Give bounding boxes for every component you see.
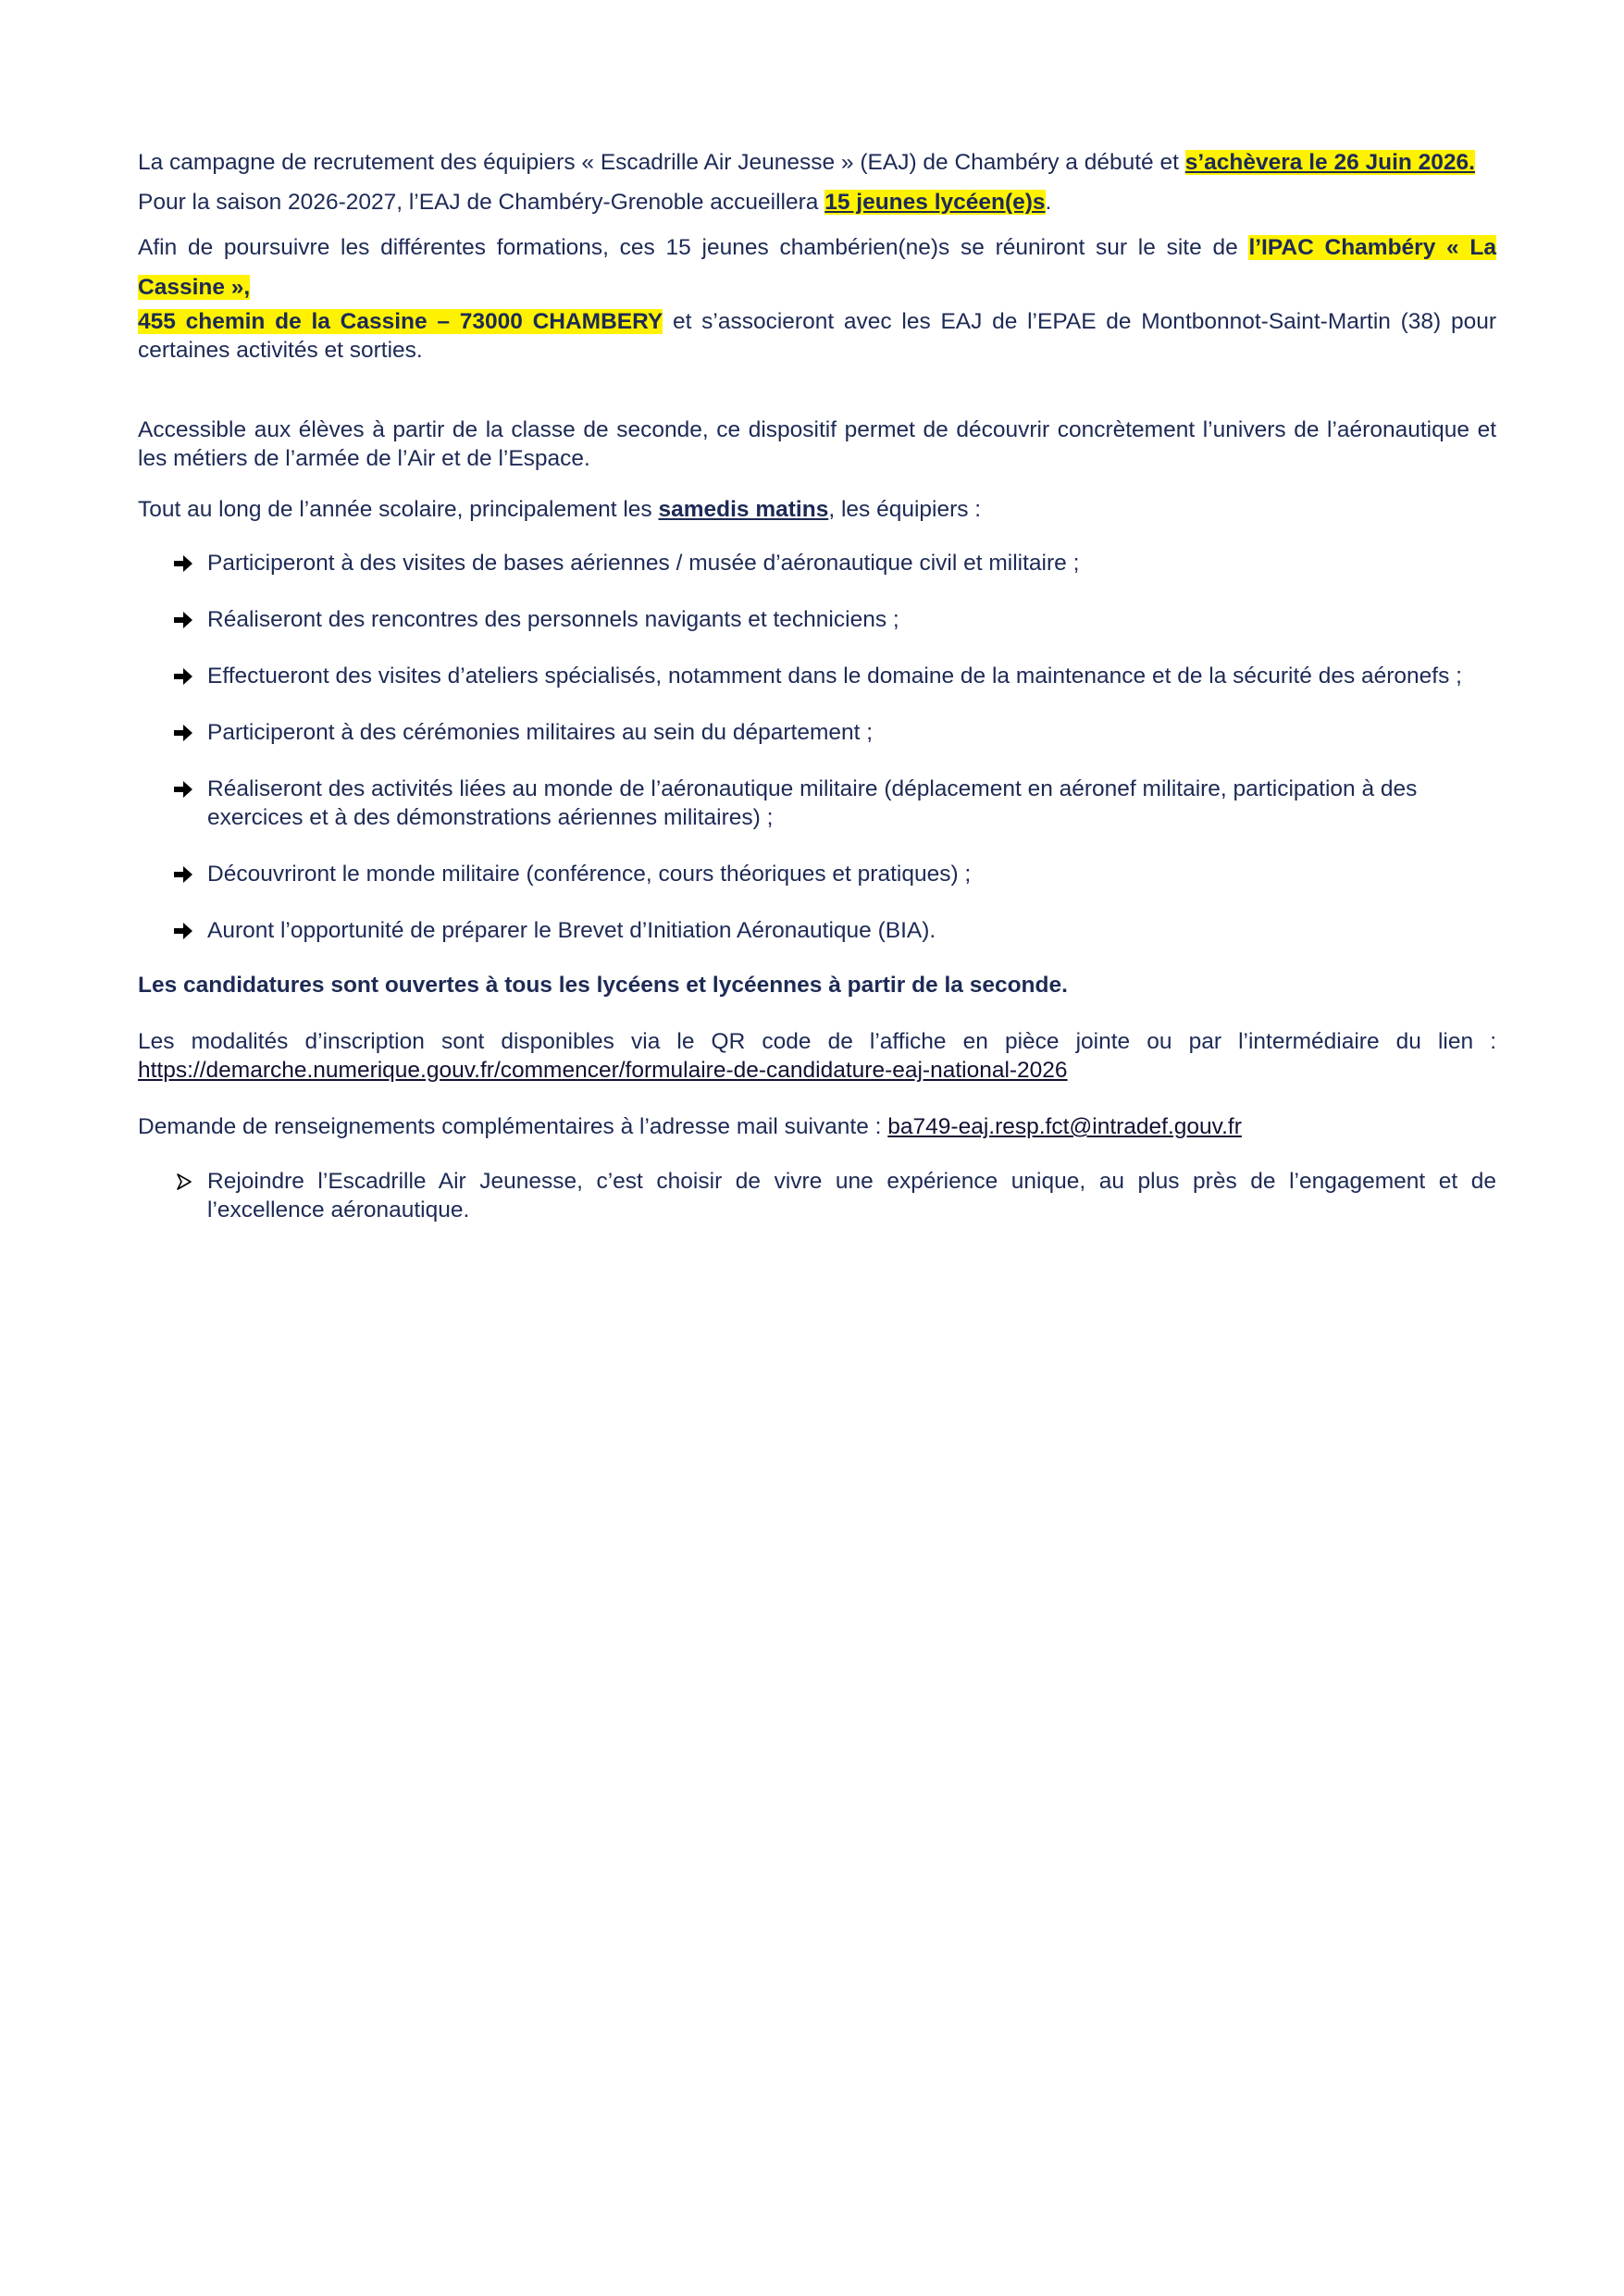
season-period: . [1045,190,1052,215]
list-item [138,1167,1496,1224]
contact-paragraph [138,1112,1496,1141]
arrow-right-icon [173,610,193,630]
closing-text: Rejoindre l’Escadrille Air Jeunesse, c’est choisir de vivre une expérience unique, au plus près de l’engagement et de l’excellence aéronautique. [207,1169,1496,1222]
candidatures-statement: Les candidatures sont ouvertes à tous les lycéens et lycéennes à partir de la seconde. [138,973,1068,998]
list-item [138,916,1496,945]
activity-text: Participeront à des visites de bases aériennes / musée d’aéronautique civil et militaire ; [207,551,1080,576]
registration-paragraph [138,1027,1496,1085]
location-text: Afin de poursuivre les différentes formations, ces 15 jeunes chambérien(ne)s se réuniront sur le site de [138,235,1249,260]
schedule-end: , les équipiers : [828,497,982,522]
activity-text: Réaliseront des activités liées au monde de l’aéronautique militaire (déplacement en aéronef militaire, participation à des exercices et à des démonstrations aériennes militaires) ; [207,776,1418,830]
site-address-highlight: 455 chemin de la Cassine – 73000 CHAMBERY [138,309,663,334]
activity-text: Découvriront le monde militaire (conférence, cours théoriques et pratiques) ; [207,862,972,887]
list-item [138,549,1496,577]
list-item [138,775,1496,832]
intro-paragraph-location [138,228,1496,365]
access-paragraph: Accessible aux élèves à partir de la classe de seconde, ce dispositif permet de découvrir concrètement l’univers de l’aéronautique et les métiers de l’armée de l’Air et de l’Espace. [138,417,1496,471]
arrow-right-icon [173,666,193,687]
activity-text: Réaliseront des rencontres des personnels navigants et techniciens ; [207,607,899,632]
list-item [138,860,1496,888]
contact-email-link[interactable]: ba749-eaj.resp.fct@intradef.gouv.fr [887,1114,1242,1139]
closing-list [138,1167,1496,1224]
contact-text: Demande de renseignements complémentaires à l’adresse mail suivante : [138,1114,888,1139]
schedule-paragraph [138,495,1496,524]
intro-paragraph-season [138,188,1496,217]
application-form-link[interactable]: https://demarche.numerique.gouv.fr/commencer/formulaire-de-candidature-eaj-national-2026 [138,1058,1068,1083]
list-item [138,605,1496,634]
season-text: Pour la saison 2026-2027, l’EAJ de Chambéry-Grenoble accueillera [138,190,825,215]
list-item [138,718,1496,747]
location-end-text: et s’associeront avec les EAJ de l’EPAE de Montbonnot-Saint-Martin (38) pour certaines activités et sorties. [138,309,1496,363]
arrow-right-icon [173,779,193,800]
saturday-emphasis: samedis matins [658,497,829,522]
activity-text: Effectueront des visites d’ateliers spécialisés, notamment dans le domaine de la maintenance et de la sécurité des aéronefs ; [207,664,1462,689]
schedule-text: Tout au long de l’année scolaire, principalement les [138,497,659,522]
arrow-right-icon [173,864,193,885]
arrow-right-icon [173,553,193,574]
intro-paragraph-dates [138,148,1496,177]
activity-text: Participeront à des cérémonies militaires au sein du département ; [207,720,874,745]
activities-list [138,549,1496,945]
registration-text: Les modalités d’inscription sont disponibles via le QR code de l’affiche en pièce jointe ou par l’intermédiaire du lien : [138,1029,1496,1054]
youth-count-highlight: 15 jeunes lycéen(e)s [824,190,1046,215]
arrow-right-icon [173,921,193,941]
document-body [138,148,1496,1224]
intro-text: La campagne de recrutement des équipiers « Escadrille Air Jeunesse » (EAJ) de Chambéry a débuté et [138,150,1185,175]
activity-text: Auront l’opportunité de préparer le Brevet d’Initiation Aéronautique (BIA). [207,918,936,943]
site-name-highlight: l’IPAC Chambéry « La Cassine », [138,235,1496,300]
arrow-right-icon [173,723,193,743]
chevron-right-icon [177,1173,192,1190]
list-item [138,662,1496,690]
end-date-highlight: s’achèvera le 26 Juin 2026. [1184,150,1475,175]
